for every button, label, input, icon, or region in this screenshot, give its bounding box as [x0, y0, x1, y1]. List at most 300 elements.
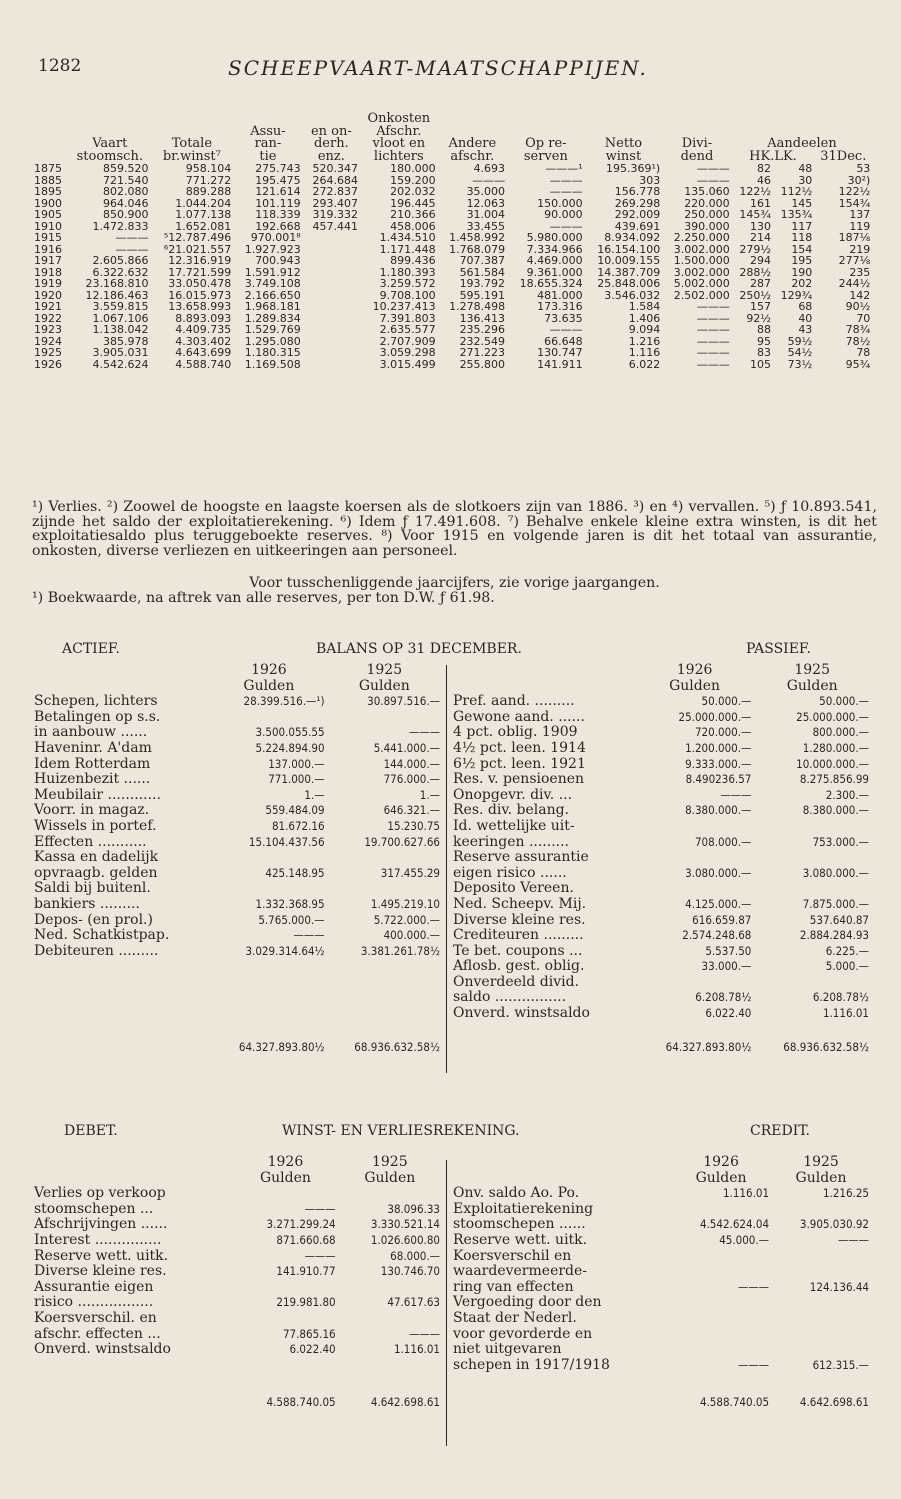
history-cell: 5.002.000 — [673, 277, 730, 290]
history-cell: 3.259.572 — [379, 277, 436, 290]
history-cell: 105 — [750, 357, 771, 371]
actief-value-1925: 15.230.75 — [387, 818, 440, 833]
actief-currency: Gulden — [243, 677, 295, 694]
actief-label: Betalingen op s.s. — [34, 708, 161, 725]
history-cell: 1.077.138 — [175, 208, 232, 221]
history-cell: 595.191 — [459, 288, 506, 302]
actief-year-1925: 1925 — [366, 662, 403, 678]
history-cell: 90½ — [845, 300, 871, 313]
history-header-cell — [872, 113, 877, 126]
history-header-cell: Afschr. — [376, 123, 422, 139]
history-row — [32, 336, 877, 348]
debet-year-1925: 1925 — [371, 1154, 408, 1170]
passief-value-1925: 537.640.87 — [809, 912, 869, 927]
actief-total-row — [32, 1040, 442, 1056]
history-row — [32, 278, 877, 290]
passief-value-1926 — [636, 975, 754, 991]
history-cell: 457.441 — [312, 219, 359, 233]
passief-row — [451, 835, 871, 851]
passief-value-1926: 8.490236.57 — [685, 772, 752, 787]
passief-value-1925: 50.000.— — [819, 694, 869, 709]
history-cell: 561.584 — [459, 265, 506, 279]
history-cell: 2.250.000 — [673, 231, 730, 244]
credit-label — [451, 1155, 671, 1171]
history-cell: 180.000 — [390, 162, 436, 175]
passief-value-1925: 1.280.000.— — [802, 740, 869, 755]
credit-value-1925 — [771, 1264, 871, 1280]
actief-value-1926: 28.399.516.—¹) — [243, 694, 325, 709]
debet-value-1926: 871.660.68 — [276, 1232, 336, 1247]
history-cell: 235.296 — [459, 323, 506, 336]
history-cell: 33.050.478 — [168, 277, 232, 290]
history-header-cell: dend — [680, 148, 714, 164]
credit-value-1926 — [671, 1311, 771, 1327]
debet-currency-row — [32, 1171, 442, 1187]
history-header-cell: Op re- — [525, 136, 567, 151]
passief-label: Gewone aand. ...... — [453, 708, 585, 725]
actief-value-1926: 81.672.16 — [271, 818, 325, 833]
debet-row — [32, 1186, 442, 1202]
history-cell: ——— — [115, 231, 149, 244]
passief-year-1926: 1926 — [676, 662, 713, 678]
history-cell: 1905 — [34, 208, 62, 221]
actief-value-1925: 19.700.627.66 — [364, 834, 440, 849]
credit-label: schepen in 1917/1918 — [453, 1356, 610, 1373]
history-cell: 196.445 — [390, 196, 436, 210]
credit-label: niet uitgevaren — [453, 1341, 562, 1358]
history-cell: 66.648 — [544, 334, 583, 348]
history-cell: 13.658.993 — [168, 300, 232, 313]
actief-value-1925: 1.— — [419, 787, 440, 802]
passief-label: 4 pct. oblig. 1909 — [453, 724, 578, 741]
history-cell: ———¹ — [545, 162, 583, 175]
passief-value-1926: 6.022.40 — [705, 1006, 752, 1021]
actief-spacer — [32, 959, 442, 1039]
wv-right-title: CREDIT. — [750, 1123, 810, 1139]
history-cell: 117 — [791, 219, 813, 233]
history-cell: 1920 — [34, 288, 62, 302]
actief-value-1925 — [327, 881, 442, 897]
history-cell: 277⅛ — [838, 254, 871, 267]
history-cell: 161 — [750, 196, 771, 210]
history-cell: 2.502.000 — [673, 288, 730, 302]
history-header-cell — [872, 126, 877, 139]
actief-value-1926 — [211, 850, 326, 866]
history-cell: 3.905.031 — [92, 346, 149, 359]
passief-label — [451, 1040, 636, 1056]
credit-row — [451, 1295, 871, 1311]
history-cell: 150.000 — [537, 196, 583, 210]
history-cell — [303, 336, 360, 348]
history-cell: 1900 — [34, 196, 62, 210]
history-cell: 25.848.006 — [597, 277, 661, 290]
history-cell: 3.002.000 — [673, 242, 730, 256]
history-cell: 130 — [750, 219, 771, 233]
credit-row — [451, 1264, 871, 1280]
history-cell: 7.334.966 — [526, 242, 583, 256]
passief-label: Ned. Scheepv. Mij. — [453, 895, 587, 912]
debet-label: Diverse kleine res. — [34, 1263, 167, 1280]
balance-title: BALANS OP 31 DECEMBER. — [316, 641, 522, 657]
actief-value-1926: 3.500.055.55 — [255, 725, 325, 740]
credit-value-1926: ——— — [737, 1279, 770, 1294]
passief-value-1926: 33.000.— — [701, 959, 752, 974]
actief-row — [32, 694, 442, 710]
debet-value-1926: ——— — [304, 1248, 336, 1263]
debet-value-1926: ——— — [304, 1201, 336, 1216]
history-cell: 88 — [757, 323, 771, 336]
debet-label: Afschrijvingen ...... — [34, 1216, 168, 1233]
history-cell: 4.693 — [473, 162, 506, 175]
history-cell — [303, 324, 360, 336]
passief-value-1926 — [636, 819, 754, 835]
credit-row — [451, 1233, 871, 1249]
credit-value-1926: 45.000.— — [719, 1232, 770, 1247]
passief-label: eigen risico ...... — [453, 864, 567, 881]
credit-total-1926: 4.588.740.05 — [699, 1395, 770, 1410]
passief-value-1926: 1.200.000.— — [685, 740, 752, 755]
actief-label: Huizenbezit ...... — [34, 771, 151, 788]
history-cell: 187⅛ — [838, 231, 871, 244]
actief-currency-row — [32, 679, 442, 695]
history-row — [32, 324, 877, 336]
credit-spacer — [451, 1373, 871, 1395]
history-header-cell: afschr. — [450, 148, 495, 164]
history-cell: 130.747 — [537, 346, 583, 359]
credit-value-1926 — [671, 1342, 771, 1358]
history-cell: 1.434.510 — [379, 231, 436, 244]
credit-label: Reserve wett. uitk. — [453, 1231, 588, 1248]
history-header-cell — [32, 113, 69, 126]
passief-value-1925 — [753, 881, 871, 897]
history-cell: ——— — [696, 346, 730, 359]
credit-value-1926: 4.542.624.04 — [699, 1217, 770, 1232]
history-cell: 1885 — [34, 173, 62, 187]
history-cell: 12.316.919 — [168, 254, 232, 267]
history-cell: 1922 — [34, 311, 62, 325]
passief-table — [451, 663, 871, 1055]
passief-total-1926: 64.327.893.80½ — [665, 1039, 752, 1054]
actief-label: bankiers ......... — [34, 895, 140, 912]
history-cell: 135.060 — [684, 185, 730, 198]
history-cell: 1.278.498 — [449, 300, 506, 313]
actief-label: Idem Rotterdam — [34, 755, 151, 772]
history-cell: 48 — [798, 162, 813, 175]
history-cell: 118 — [791, 231, 813, 244]
history-cell: 1.169.508 — [244, 357, 301, 371]
history-cell: 1.500.000 — [673, 254, 730, 267]
history-header-cell: Andere — [448, 136, 497, 151]
history-header-cell — [507, 113, 585, 126]
passief-value-1926: 2.574.248.68 — [682, 928, 752, 943]
passief-value-1925: 6.208.78½ — [812, 990, 869, 1005]
history-cell: 8.934.092 — [604, 231, 661, 244]
debet-label — [32, 1155, 233, 1171]
history-cell: 145¾ — [739, 208, 771, 221]
history-cell: 390.000 — [684, 219, 730, 233]
history-cell: 700.943 — [255, 254, 301, 267]
passief-value-1926: 9.333.000.— — [685, 756, 752, 771]
passief-total-1925: 68.936.632.58½ — [783, 1039, 869, 1054]
passief-label: Reserve assurantie — [453, 849, 589, 866]
actief-row — [32, 881, 442, 897]
actief-row — [32, 772, 442, 788]
history-cell: 1924 — [34, 334, 62, 348]
history-cell: 195.369¹) — [606, 162, 661, 175]
history-row — [32, 163, 877, 175]
debet-value-1925 — [338, 1311, 442, 1327]
history-row — [32, 186, 877, 198]
history-cell: 33.455 — [466, 219, 506, 233]
debet-spacer — [32, 1358, 442, 1396]
history-cell: 12.063 — [466, 196, 506, 210]
debet-value-1925: 47.617.63 — [387, 1295, 440, 1310]
history-cell: 54½ — [787, 346, 813, 359]
actief-value-1926: 5.224.894.90 — [255, 740, 325, 755]
debet-total-row — [32, 1395, 442, 1411]
history-cell: ——— — [549, 323, 583, 336]
history-cell — [303, 267, 360, 279]
history-cell: 195.475 — [255, 173, 301, 187]
credit-label: Staat der Nederl. — [453, 1309, 577, 1326]
passief-row — [451, 944, 871, 960]
footnotes — [32, 500, 877, 606]
debet-label — [32, 1395, 233, 1411]
history-cell: ——— — [549, 219, 583, 233]
passief-row — [451, 866, 871, 882]
passief-row — [451, 881, 871, 897]
history-cell: ——— — [549, 185, 583, 198]
history-cell: 142 — [849, 288, 871, 302]
actief-value-1925: 30.897.516.— — [367, 694, 440, 709]
history-header-cell: tie — [259, 148, 277, 164]
credit-row — [451, 1327, 871, 1343]
passief-label: Crediteuren ......... — [453, 927, 584, 944]
actief-value-1925: 1.495.219.10 — [370, 896, 440, 911]
passief-value-1925: 8.275.856.99 — [799, 772, 869, 787]
history-cell: 2.166.650 — [244, 288, 301, 302]
history-cell: 119 — [849, 219, 871, 233]
credit-value-1925 — [771, 1295, 871, 1311]
passief-value-1925 — [753, 975, 871, 991]
actief-total-1926: 64.327.893.80½ — [238, 1039, 325, 1054]
debet-total-1925: 4.642.698.61 — [370, 1395, 440, 1410]
debet-value-1925: 3.330.521.14 — [370, 1217, 440, 1232]
running-title: SCHEEPVAART-MAATSCHAPPIJEN. — [228, 56, 648, 80]
credit-row — [451, 1202, 871, 1218]
passief-label: Deposito Vereen. — [453, 880, 574, 897]
credit-value-1925 — [771, 1327, 871, 1343]
history-cell: 9.361.000 — [526, 265, 583, 279]
history-cell: 4.469.000 — [526, 254, 583, 267]
passief-value-1925: 753.000.— — [812, 834, 869, 849]
history-cell: ⁶21.021.557 — [163, 242, 232, 256]
actief-value-1926: 3.029.314.64½ — [245, 943, 325, 958]
actief-label: opvraagb. gelden — [34, 864, 158, 881]
history-cell: 30²) — [847, 173, 871, 187]
debet-currency: Gulden — [259, 1169, 311, 1186]
history-cell: ——— — [472, 173, 506, 187]
passief-value-1925: 5.000.— — [825, 959, 869, 974]
actief-row — [32, 803, 442, 819]
debet-row — [32, 1202, 442, 1218]
debet-row — [32, 1295, 442, 1311]
history-cell: 122½ — [838, 185, 871, 198]
debet-total-1926: 4.588.740.05 — [266, 1395, 336, 1410]
actief-row — [32, 788, 442, 804]
history-cell: 219 — [849, 242, 871, 256]
history-cell: 1921 — [34, 300, 62, 313]
passief-value-1926: 50.000.— — [701, 694, 752, 709]
history-row — [32, 232, 877, 244]
actief-row — [32, 741, 442, 757]
actief-value-1925: 5.441.000.— — [373, 740, 440, 755]
debet-label: Assurantie eigen — [34, 1278, 154, 1295]
history-cell: 1875 — [34, 162, 62, 175]
history-cell: 255.800 — [459, 357, 506, 371]
history-cell: 193.792 — [459, 277, 506, 290]
passief-row — [451, 913, 871, 929]
page-number: 1282 — [38, 56, 82, 76]
history-cell: 287 — [750, 277, 771, 290]
history-cell: 1.406 — [628, 311, 661, 325]
passief-value-1925: 800.000.— — [812, 725, 869, 740]
history-cell: 92½ — [746, 311, 771, 325]
history-cell: 1.180.393 — [379, 265, 436, 279]
history-cell: 1895 — [34, 185, 62, 198]
history-row — [32, 313, 877, 325]
passief-row — [451, 757, 871, 773]
credit-value-1926 — [671, 1202, 771, 1218]
history-row — [32, 255, 877, 267]
debet-value-1926: 3.271.299.24 — [266, 1217, 336, 1232]
history-cell: 78 — [856, 346, 871, 359]
history-cell: 3.059.298 — [379, 346, 436, 359]
history-cell: ——— — [696, 334, 730, 348]
actief-value-1926: 559.484.09 — [265, 803, 325, 818]
history-cell: 4.643.699 — [175, 346, 232, 359]
history-cell: 2.635.577 — [379, 323, 436, 336]
passief-label — [451, 679, 636, 695]
history-cell: 385.978 — [103, 334, 149, 348]
passief-label: Te bet. coupons ... — [453, 942, 583, 959]
passief-row — [451, 819, 871, 835]
history-cell: 1.216 — [628, 334, 661, 348]
actief-currency: Gulden — [358, 677, 410, 694]
actief-row — [32, 710, 442, 726]
history-cell: 137 — [849, 208, 871, 221]
history-cell: 18.655.324 — [519, 277, 583, 290]
history-cell: 707.387 — [459, 254, 506, 267]
history-cell: 136.413 — [459, 311, 506, 325]
passief-label: Onverdeeld divid. — [453, 973, 580, 990]
debet-row — [32, 1217, 442, 1233]
actief-label: Haveninr. A'dam — [34, 739, 152, 756]
history-cell: 3.546.032 — [604, 288, 661, 302]
history-header-cell: Totale — [171, 136, 213, 151]
history-cell: 31.004 — [466, 208, 506, 221]
history-cell: 1.295.080 — [244, 334, 301, 348]
history-header-cell: lichters — [373, 148, 424, 164]
history-cell: 82 — [757, 162, 771, 175]
history-header-cell: serven — [523, 148, 568, 164]
history-cell: 958.104 — [185, 162, 232, 175]
history-cell: 4.303.402 — [175, 334, 232, 348]
actief-value-1925: 5.722.000.— — [373, 912, 440, 927]
history-header-cell — [69, 113, 150, 126]
history-cell: 1.584 — [628, 300, 661, 313]
history-header-cell: stoomsch. — [76, 148, 143, 164]
credit-value-1925: ——— — [837, 1232, 869, 1247]
debet-year-1926: 1926 — [267, 1154, 304, 1170]
history-cell: 156.778 — [614, 185, 661, 198]
debet-currency: Gulden — [364, 1169, 416, 1186]
history-cell: 271.223 — [459, 346, 506, 359]
actief-row — [32, 850, 442, 866]
credit-label — [451, 1171, 671, 1187]
passief-value-1926: 6.208.78½ — [695, 990, 752, 1005]
history-cell: 1926 — [34, 357, 62, 371]
history-cell: 1.591.912 — [244, 265, 301, 279]
footnote-main: ¹) Verlies. ²) Zoowel de hoogste en laagste koersen als de slotkoers zijn van 1886. ³) en ⁴) vervallen. ⁵) ƒ 10.893.541, zijnde het saldo der exploitatierekening. ⁶) Idem ƒ 17.491.608. ⁷) Behalve enkele kleine extra winsten, is dit het exploitatiesaldo plus teruggeboekte reserves. ⁸) Voor 1915 en volgende jaren is dit het totaal van assurantie, onkosten, diverse verliezen en uitkeeringen aan personeel. — [32, 499, 877, 559]
passief-total-row — [451, 1040, 871, 1056]
passief-label: Diverse kleine res. — [453, 911, 586, 928]
passief-row — [451, 694, 871, 710]
wv-divider — [446, 1160, 447, 1446]
history-cell: 899.436 — [390, 254, 436, 267]
credit-row — [451, 1358, 871, 1374]
credit-total-1925: 4.642.698.61 — [799, 1395, 869, 1410]
passief-value-1926: 5.537.50 — [705, 943, 752, 958]
history-cell: 195 — [791, 254, 813, 267]
history-header-cell: Vaart — [92, 136, 128, 151]
actief-row — [32, 835, 442, 851]
history-cell: 73½ — [787, 357, 813, 371]
history-cell: 210.366 — [390, 208, 436, 221]
history-cell: 481.000 — [537, 288, 583, 302]
history-header-cell — [732, 113, 873, 126]
passief-value-1925: 10.000.000.— — [796, 756, 869, 771]
history-cell: 1.180.315 — [244, 346, 301, 359]
history-cell: 202.032 — [390, 185, 436, 198]
passief-label — [451, 663, 636, 679]
credit-value-1925: 124.136.44 — [809, 1279, 869, 1294]
credit-value-1925 — [771, 1249, 871, 1265]
history-cell: ——— — [696, 300, 730, 313]
actief-row — [32, 725, 442, 741]
history-cell: 1925 — [34, 346, 62, 359]
history-cell: 83 — [757, 346, 771, 359]
debet-label: Koersverschil. en — [34, 1309, 157, 1326]
history-cell: 1.472.833 — [92, 219, 149, 233]
history-cell: 1.138.042 — [92, 323, 149, 336]
passief-row — [451, 788, 871, 804]
history-cell: 3.559.815 — [92, 300, 149, 313]
history-header-cell: Netto — [604, 136, 643, 151]
history-cell: 118.339 — [255, 208, 301, 221]
history-header-row — [32, 151, 877, 164]
history-cell: 95 — [757, 334, 771, 348]
history-cell: 1917 — [34, 254, 62, 267]
actief-row — [32, 913, 442, 929]
debet-value-1926 — [233, 1311, 337, 1327]
passief-value-1926: 3.080.000.— — [685, 865, 752, 880]
credit-currency: Gulden — [695, 1169, 747, 1186]
history-header-cell: Divi- — [681, 136, 713, 151]
history-cell: ——— — [696, 323, 730, 336]
history-cell: 10.237.413 — [372, 300, 436, 313]
history-cell: 1.116 — [628, 346, 661, 359]
